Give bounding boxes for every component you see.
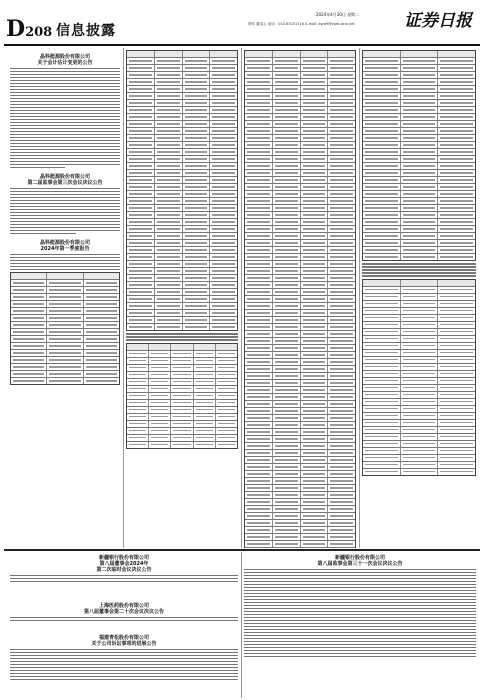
column-2: [126, 48, 238, 548]
masthead-logo: 证券日报: [404, 11, 472, 31]
data-table: [362, 50, 476, 261]
notice-subtitle: 第八届监事会第三十一次会议决议公告: [317, 561, 403, 567]
column-3: [244, 48, 356, 548]
notice-xinjiang-bank-board: [10, 553, 238, 599]
notice-subtitle: 关于公司诉讼事项的进展公告: [91, 641, 157, 647]
notice-title: 新疆银行股份有限公司: [98, 555, 149, 561]
header-rule: [4, 44, 480, 46]
data-table: [10, 272, 120, 385]
notice-subtitle: 关于会计估计变更的公告: [37, 60, 93, 66]
notice-shanghai-pharma: [10, 601, 238, 631]
notice-subtitle: 第二次临时会议决议公告: [96, 567, 152, 573]
notice-qingsong: [10, 633, 238, 697]
contact-line: 制作 董春云 电话：010-83251716 E-mail: zqrb9@zqrb.sina.net: [248, 22, 355, 26]
notice-title: 晶科能源股份有限公司: [39, 54, 90, 60]
page-number: D208: [6, 16, 53, 42]
dateline: 2024年4月30日 星期二: [316, 12, 360, 17]
data-table: [126, 343, 238, 449]
notice-subtitle: 第八届董事会2024年: [99, 561, 149, 567]
notice-title: 晶科能源股份有限公司: [39, 240, 90, 246]
data-table: [362, 279, 476, 476]
data-table: [244, 50, 356, 548]
section-title: 信息披露: [56, 23, 116, 39]
page-header: [0, 0, 484, 44]
data-table: [126, 50, 238, 331]
notice-xinjiang-bank-supervisors: [244, 553, 476, 697]
notice-title: 上海医药股份有限公司: [98, 603, 149, 609]
notice-title: 晶科能源股份有限公司: [39, 174, 90, 180]
notice-subtitle: 第八届董事会第二十次会议决议公告: [83, 609, 164, 615]
notice-title: 福建青松股份有限公司: [98, 635, 149, 641]
notice-subtitle: 第二届监事会第三次会议决议公告: [27, 180, 103, 186]
column-4: [362, 48, 476, 548]
notice-subtitle: 2024年第一季度报告: [40, 246, 90, 252]
notice-title: 新疆银行股份有限公司: [334, 555, 385, 561]
column-1: [10, 48, 120, 548]
